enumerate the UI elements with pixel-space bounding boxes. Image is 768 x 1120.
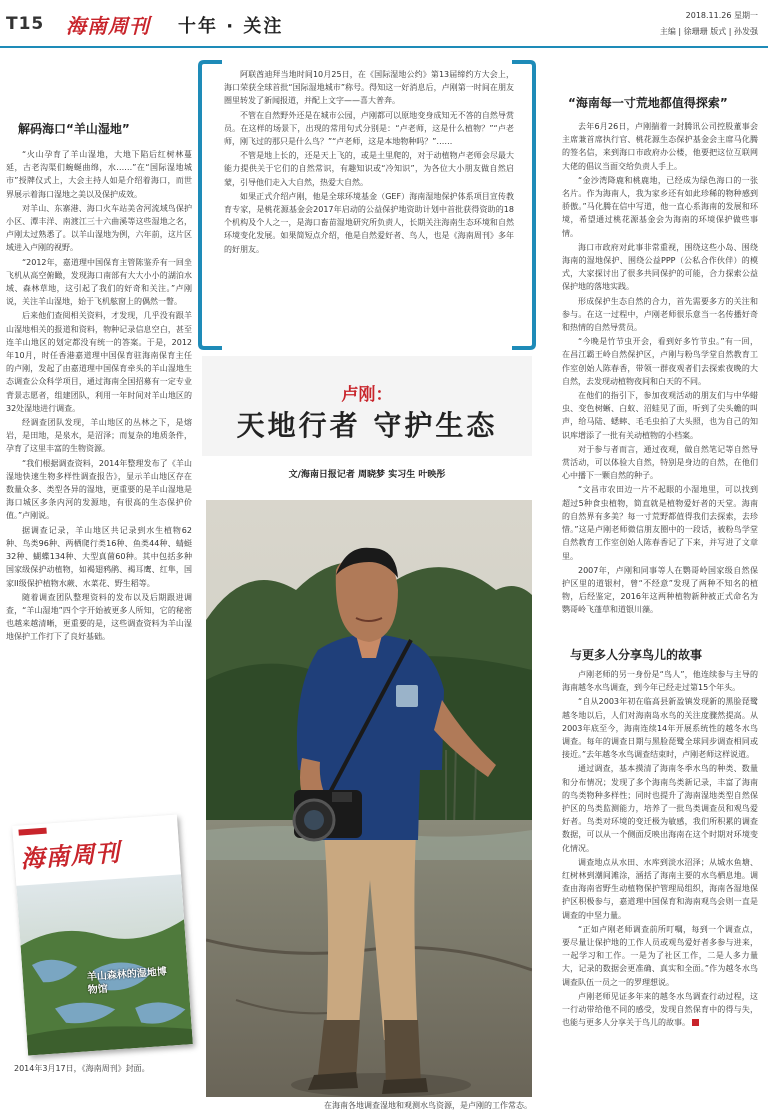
paragraph: “2012年，嘉道理中国保育主管陈鉴乔有一回坐飞机从高空俯瞰，发现海口南部有大大小小的湖泊水域、森林草地，这引起了我们的好奇和关注。”卢刚说，关注羊山湿地，始于飞机舷窗上的偶然一瞥。 [6,257,192,307]
photo-caption: 在海南各地调查湿地和观测水鸟资源，是卢刚的工作常态。 [324,1101,532,1110]
cover-masthead: 海南周刊 [19,838,122,874]
issue-date: 2018.11.26 星期一 [685,11,758,20]
portrait-photo [206,500,532,1097]
article-title: 天地行者 守护生态 [236,409,498,442]
paragraph: 形成保护生态自然的合力，首先需要多方的关注和参与。在这一过程中，卢刚老师很乐意当一名传播好奇和热情的自然导赏员。 [562,296,758,333]
section-title: 十年 · 关注 [178,16,284,37]
right-heading-2: 与更多人分享鸟儿的故事 [570,648,703,662]
byline: 文/海南日报记者 周晓梦 实习生 叶映彤 [288,470,446,480]
paragraph: “文昌市农田边一片不起眼的小湿地里，可以找到超过5种食虫植物，简直就是植物爱好者的天堂。海南的自然界有多美？每一寸荒野都值得我们去探索，去珍惜。”这是卢刚老师微信朋友圈中的一段话，被粉鸟学堂自然教育工作室创始人陈春香记了下来，并写进了文章里。 [562,485,758,561]
paragraph: 随着调查团队整理资料的发布以及后期跟进调查，“羊山湿地”四个字开始被更多人所知，它的秘密也越来越清晰，更重要的是，这些调查资料为羊山湿地保护工作打下了良好基础。 [6,592,192,642]
paragraph: 后来他们查阅相关资料，才发现，几乎没有跟羊山湿地相关的报道和资料，物种记录信息空白，甚至连羊山地区的划定都没有统一的答案。于是，2012年10月，时任香港嘉道理中国保育驻海南保育主任的卢刚，发起了由嘉道理中国保育牵头的羊山湿地生态调查公众科学项目，通过海南全国招募有一定专业背景志愿者，组建团队，利用一年时间对羊山地区的32处湿地进行调查。 [6,311,192,413]
end-mark-icon [692,1019,699,1026]
paragraph: 如果正式介绍卢刚，他是全球环境基金（GEF）海南湿地保护体系项目宣传教育专家，是桃花源基金会2017年启动的公益保护地资助计划中首批获得资助的18个机构及个人之一，是海口畜苗湿地研究所负责人，长期关注海南生态环境和自然环境变化发展。如果简短点介绍，他是自然爱好者、鸟人，也是《海南周刊》多年的好朋友。 [224,191,514,254]
paragraph: 据调查记录，羊山地区共记录到水生植物62种、鸟类96种、两栖爬行类16种、鱼类44种、蜻蜓32种、蝴蝶134种、大型真菌60种。其中包括多种国家级保护动植物，如褐翅鸦鹃、褐耳鹰、红隼，国家II级保护植物水蕨、水菜花、野生稻等。 [6,525,192,588]
paragraph: 卢刚老师见证多年来的越冬水鸟调查行动过程，这一行动带给他不同的感受，发现自然保育中的得与失，也能与更多人分享关于鸟儿的故事。 [562,991,758,1028]
paragraph: 去年6月26日，卢刚揣着一封腾讯公司控股董事会主席兼首席执行官、桃花源生态保护基金会主席马化腾的签名信，来到海口市政府办公楼，他要把这位互联网大佬的倡议当面交给负责人手上。 [562,122,758,171]
paragraph: 不管在自然野外还是在城市公园，卢刚都可以原地变身成知无不答的自然导赏员。在这样的场景下，出现的常用句式分别是：“卢老师，这是什么植物？”“卢老师，刚飞过的那只是什么鸟？”“卢老师，这是本地物种吗？”…… [224,110,514,147]
paragraph: 海口市政府对此事非常重视，围绕这些小岛、围绕海南的湿地保护、围绕公益PPP（公私合作伙伴）的模式，大家探讨出了很多共同保护的可能，合力探索公益保护地的落地实践。 [562,242,758,292]
right-article-body-2 [562,668,758,1108]
cover-caption: 2014年3月17日，《海南周刊》封面。 [14,1064,150,1073]
title-subject-name: 卢刚： [341,385,393,405]
left-article-body [6,148,192,813]
paragraph: 2007年，卢刚和同事等人在鹦哥岭国家级自然保护区里的道银村，曾“不经意”发现了两种不知名的植物，后经鉴定，2016年这两种植物新种被正式命名为鹦哥岭飞蓬草和道银川藻。 [562,565,758,615]
header-rule [0,46,768,48]
paragraph: “金沙湾降鹿和桃鹿地，已经成为绿色海口的一张名片。作为海南人，我为家乡还有如此珍稀的物种感到骄傲。”马化腾在信中写道，他一直心系海南的发展和环境，希望通过桃花源基金会为海南的环境保护做些事情。 [562,175,758,238]
paragraph: “今晚是竹节虫开会，看到好多竹节虫。”有一回，在昌江霸王岭自然保护区，卢刚与粉鸟学堂自然教育工作室创始人陈春香，带领一群夜观者们去探索夜晚的大自然，去发现动植物夜间和白天的不同。 [562,337,758,386]
right-heading-1: “海南每一寸荒地都值得探索” [568,96,728,110]
paragraph: 在他们的指引下，参加夜观活动的朋友们与中华蜡虫、变色树蜥、白蚁、沼蛙见了面，听到了尖头蟾的叫声，给马陆、蟋蟀、毛毛虫拍了大头照，也为自己的知识库增添了一批有关动植物的小档案。 [562,391,758,440]
right-article-body-1 [562,120,758,642]
cover-headline: 羊山森林的湿地博物馆 [86,966,168,997]
intro-text [224,68,514,350]
masthead-logo[interactable]: 海南周刊 [66,14,150,38]
paragraph: 不管是地上长的，还是天上飞的，或是土里爬的，对于动植物卢老师会尽最大能力提供关于它们的自然常识，有趣知识或“冷知识”，为各位大小朋友做自然启蒙，引导他们走入大自然，热爱大自然。 [224,151,514,187]
paragraph: “我们根据调查资料，2014年整理发布了《羊山湿地快速生物多样性调查报告》，显示羊山地区存在数量众多、类型各异的湿地，更重要的是羊山湿地是海口城区多条内河的发源地，有很高的生态保护价值。”卢刚说。 [6,458,192,521]
page-number: T15 [6,14,45,34]
paragraph: “火山孕育了羊山湿地，大地下陷后红树林蔓延，古老沟渠们蜿蜒曲绵，水……”在“国际湿地城市”授牌仪式上，大会主持人如是介绍着海口，而世界展示着海口湿地之美以及保护成效。 [6,150,192,199]
paragraph: 阿联酋迪拜当地时间10月25日，在《国际湿地公约》第13届缔约方大会上，海口荣获全球首批“国际湿地城市”称号。得知这一好消息后，卢刚第一时间在朋友圈里转发了新闻报道，并配上文字——喜大普奔。 [224,70,514,106]
paragraph: 卢刚老师的另一身份是“鸟人”，他连续参与主导的海南越冬水鸟调查，到今年已经走过第15个年头。 [562,670,758,693]
magazine-cover [12,815,193,1056]
paragraph: “正如卢刚老师调查前所叮嘱，每到一个调查点，要尽量让保护地的工作人员或观鸟爱好者多参与进来，一起学习和工作。一是为了社区工作，二是人多力量大，记录的数据会更准确、真实和全面。”作为越冬水鸟调查队伍一员之一的罗理想说。 [562,924,758,987]
paragraph: 通过调查，基本摸清了海南冬季水鸟的种类、数量和分布情况；发现了多个海南鸟类新记录，丰富了海南的鸟类物种多样性；同时也提升了海南湿地类型自然保护区的鸟类监测能力，培养了一批鸟类调查员和观鸟爱好者。鸟类对环境的变迁极为敏感，我们所积累的调查数据，可以从一个侧面反映出海南在这个时期对环境变化情况。 [562,764,758,853]
paragraph: 对羊山、东寨港、海口火车站美舍河流域鸟保护小区、潭丰洋、南渡江三十六曲溪等这些湿地之名，卢刚太过熟悉了。以羊山湿地为例，六年前，这片区域进入卢刚的视野。 [6,203,192,253]
paragraph: 对于参与者而言，通过夜观，做自然笔记等自然导赏活动，可以体验大自然，特别是身边的自然，在他们心中播下一颗自然的种子。 [562,444,758,481]
paragraph: 经调查团队发现，羊山地区的丛林之下，是熔岩，是田地，是泉水，是沼泽；而复杂的地质条件，孕育了这里丰富的生物资源。 [6,418,192,454]
editor-credit: 主编 | 徐珊珊 版式 | 孙发强 [659,27,758,36]
left-heading: 解码海口“羊山湿地” [18,122,130,136]
paragraph: 调查地点从水田、水库到淡水沼泽；从城水鱼塘、红树林到潮间滩涂，涵括了海南主要的水鸟栖息地。调查由海南省野生动植物保护管理局组织，海南各湿地保护区积极参与，嘉道理中国保育和海南观鸟会则一直是调查的中坚力量。 [562,857,758,920]
paragraph: “自从2003年初在临高县新盈镇发现新的黑脸琵鹭越冬地以后，人们对海南岛水鸟的关注度骤然提高。从2003年底至今，海南连续14年开展系统性的越冬水鸟调查。每年的调查日期与黑脸琵鹭全球同步调查相同或接近。”去年越冬水鸟调查结束时，卢刚老师这样说道。 [562,697,758,760]
